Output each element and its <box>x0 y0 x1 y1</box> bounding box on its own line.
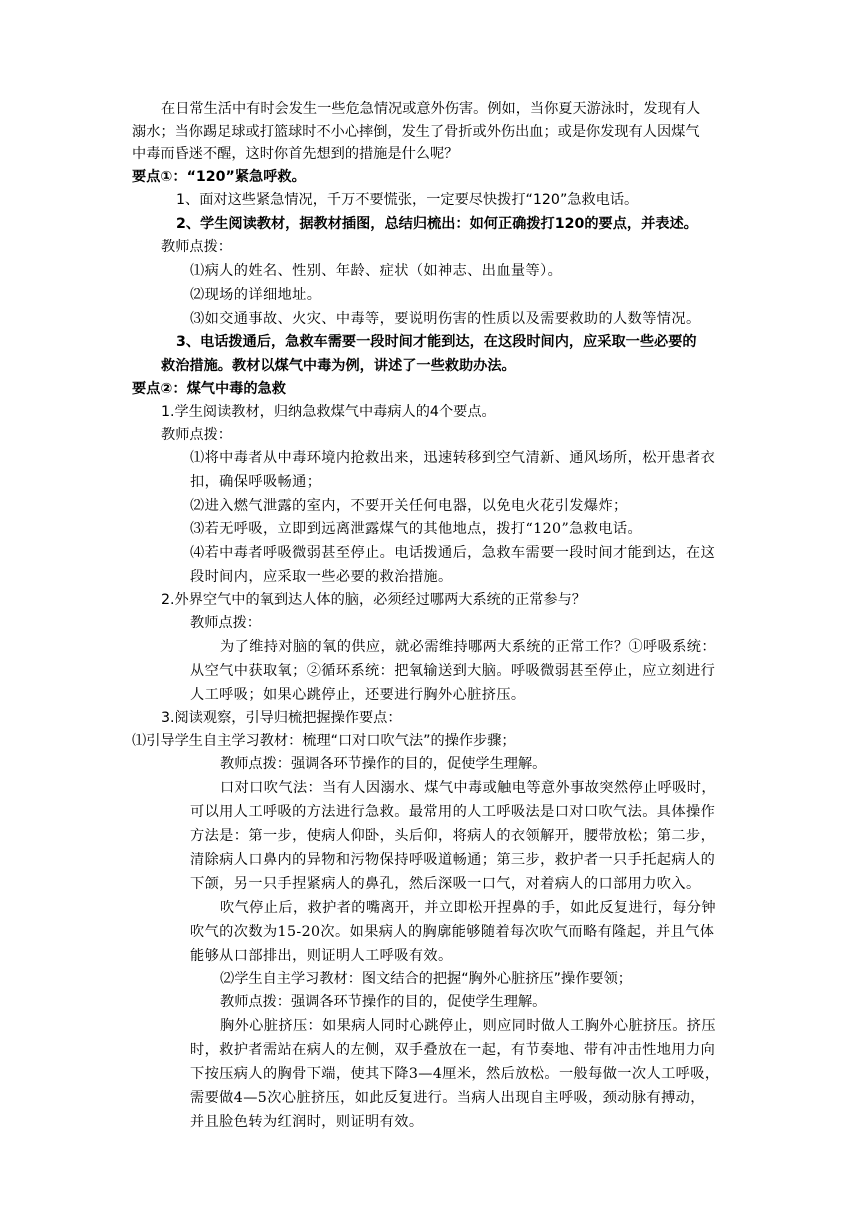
sub-task-1: ⑴引导学生自主学习教材：梳理“口对口吹气法”的操作步骤； <box>132 733 516 749</box>
intro-line-2: 溺水；当你踢足球或打篮球时不小心摔倒，发生了骨折或外伤出血；或是你发现有人因煤气 <box>132 124 700 140</box>
mouth-to-mouth-line-3: 方法是：第一步，使病人仰卧，头后仰，将病人的衣领解开，腰带放松；第二步， <box>190 828 716 844</box>
mouth-to-mouth-line-4: 清除病人口鼻内的异物和污物保持呼吸道畅通；第三步，救护者一只手托起病人的 <box>190 852 716 868</box>
cpr-line-1: 胸外心脏挤压：如果病人同时心跳停止，则应同时做人工胸外心脏挤压。挤压 <box>220 1018 716 1034</box>
mouth-to-mouth-line-7: 吹气的次数为15-20次。如果病人的胸廓能够随着每次吹气而略有隆起，并且气体 <box>190 924 715 940</box>
cpr-line-3: 下按压病人的胸骨下端，使其下降3—4厘米，然后放松。一般每做一次人工呼吸， <box>190 1066 720 1082</box>
step-3: ⑶若无呼吸，立即到远离泄露煤气的其他地点，拨打“120”急救电话。 <box>190 521 643 537</box>
teacher-note-label-2: 教师点拨： <box>161 427 232 443</box>
answer-2-line-2: 从空气中获取氧；②循环系统：把氧输送到大脑。呼吸微弱甚至停止，应立刻进行 <box>190 663 716 679</box>
point-3-line-2: 救治措施。教材以煤气中毒为例，讲述了一些救助办法。 <box>161 358 516 374</box>
mouth-to-mouth-line-8: 能够从口部排出，则证明人工呼吸有效。 <box>190 948 453 964</box>
step-4-line-1: ⑷若中毒者呼吸微弱甚至停止。电话拨通后，急救车需要一段时间才能到达，在这 <box>190 545 716 561</box>
teacher-note-5: 教师点拨：强调各环节操作的目的，促使学生理解。 <box>220 994 547 1010</box>
sub-task-2: ⑵学生自主学习教材：图文结合的把握“胸外心脏挤压”操作要领； <box>220 971 632 987</box>
question-3: 3.阅读观察，引导归梳把握操作要点： <box>161 710 402 726</box>
teacher-note-label-1: 教师点拨： <box>161 239 232 255</box>
answer-2-line-1: 为了维持对脑的氧的供应，就必需维持哪两大系统的正常工作？①呼吸系统： <box>220 639 716 655</box>
intro-line-1: 在日常生活中有时会发生一些危急情况或意外伤害。例如，当你夏天游泳时，发现有人 <box>161 101 701 117</box>
step-2: ⑵进入燃气泄露的室内，不要开关任何电器，以免电火花引发爆炸； <box>190 498 628 514</box>
mouth-to-mouth-line-2: 可以用人工呼吸的方法进行急救。最常用的人工呼吸法是口对口吹气法。具体操作 <box>190 804 716 820</box>
cpr-line-4: 需要做4—5次心脏挤压，如此反复进行。当病人出现自主呼吸，颈动脉有搏动， <box>190 1090 705 1106</box>
list-item-2: ⑵现场的详细地址。 <box>190 287 322 303</box>
section-heading-1: 要点①：“120”紧急呼救。 <box>132 169 306 185</box>
point-3-line-1: 3、电话拨通后，急救车需要一段时间才能到达，在这段时间内，应采取一些必要的 <box>176 334 697 350</box>
cpr-line-5: 并且脸色转为红润时，则证明有效。 <box>190 1114 424 1130</box>
teacher-note-4: 教师点拨：强调各环节操作的目的，促使学生理解。 <box>220 756 547 772</box>
cpr-line-2: 时，救护者需站在病人的左侧，双手叠放在一起，有节奏地、带有冲击性地用力向 <box>190 1042 716 1058</box>
step-4-line-2: 段时间内，应采取一些必要的救治措施。 <box>190 569 453 585</box>
teacher-note-label-3: 教师点拨： <box>190 615 261 631</box>
step-1-line-1: ⑴将中毒者从中毒环境内抢救出来，迅速转移到空气清新、通风场所，松开患者衣 <box>190 450 716 466</box>
list-item-1: ⑴病人的姓名、性别、年龄、症状（如神志、出血量等）。 <box>190 263 563 279</box>
mouth-to-mouth-line-6: 吹气停止后，救护者的嘴离开，并立即松开捏鼻的手，如此反复进行，每分钟 <box>220 900 716 916</box>
question-1: 1.学生阅读教材，归纳急救煤气中毒病人的4个要点。 <box>161 404 496 420</box>
mouth-to-mouth-line-1: 口对口吹气法：当有人因溺水、煤气中毒或触电等意外事故突然停止呼吸时， <box>220 780 716 796</box>
point-2: 2、学生阅读教材，据教材插图，总结归梳出：如何正确拨打120的要点，并表述。 <box>176 216 698 232</box>
intro-line-3: 中毒而昏迷不醒，这时你首先想到的措施是什么呢？ <box>132 146 459 162</box>
point-1: 1、面对这些紧急情况，千万不要慌张，一定要尽快拨打“120”急救电话。 <box>176 192 639 208</box>
step-1-line-2: 扣，确保呼吸畅通； <box>190 474 322 490</box>
list-item-3: ⑶如交通事故、火灾、中毒等，要说明伤害的性质以及需要救助的人数等情况。 <box>190 311 701 327</box>
question-2: 2.外界空气中的氧到达人体的脑，必须经过哪两大系统的正常参与？ <box>161 592 586 608</box>
mouth-to-mouth-line-5: 下颌，另一只手捏紧病人的鼻孔，然后深吸一口气，对着病人的口部用力吹入。 <box>190 876 701 892</box>
answer-2-line-3: 人工呼吸；如果心跳停止，还要进行胸外心脏挤压。 <box>190 687 526 703</box>
section-heading-2: 要点②：煤气中毒的急救 <box>132 381 286 397</box>
